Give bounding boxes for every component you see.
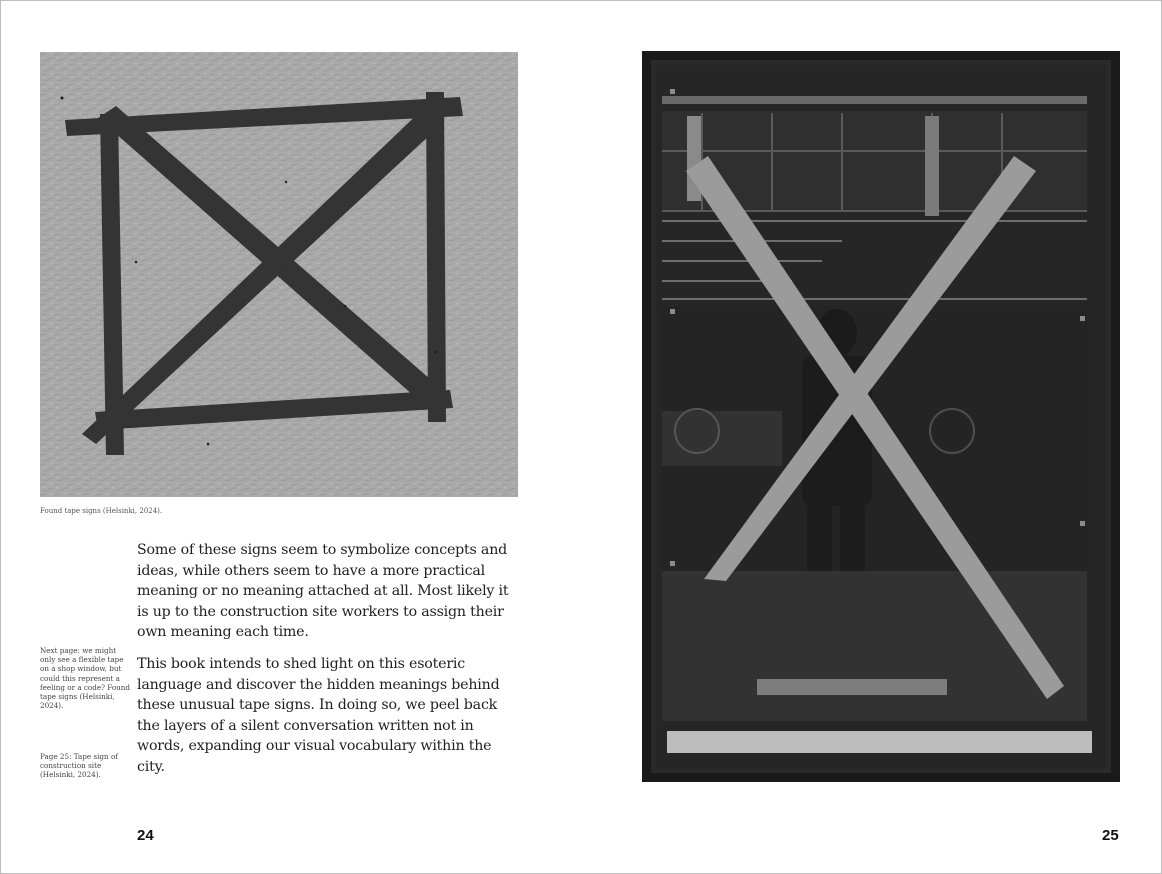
paragraph-2: This book intends to shed light on this esoteric language and discover the hidden meanings behind these unusual tape signs. In doing so, we peel back the layers of a silent conversation written not in words, expanding our visual vocabulary within the city.	[137, 655, 500, 775]
tape-box-photo	[40, 52, 518, 497]
image-caption: Found tape signs (Helsinki, 2024).	[40, 507, 163, 515]
side-note-1: Next page: we might only see a flexible tape on a shop window, but could this represent a feeling or a code? Found tape signs (Helsinki, 2024).	[40, 646, 131, 711]
body-text	[137, 540, 519, 789]
page-number-right: 25	[1102, 827, 1119, 844]
paragraph-1: Some of these signs seem to symbolize concepts and ideas, while others seem to have a more practical meaning or no meaning attached at all. Most likely it is up to the construction site workers to assign their own meaning each time.	[137, 542, 509, 641]
side-note-2: Page 25: Tape sign of construction site (Helsinki, 2024).	[40, 752, 118, 780]
page-number-left: 24	[137, 827, 154, 844]
window-x-photo	[642, 51, 1120, 782]
